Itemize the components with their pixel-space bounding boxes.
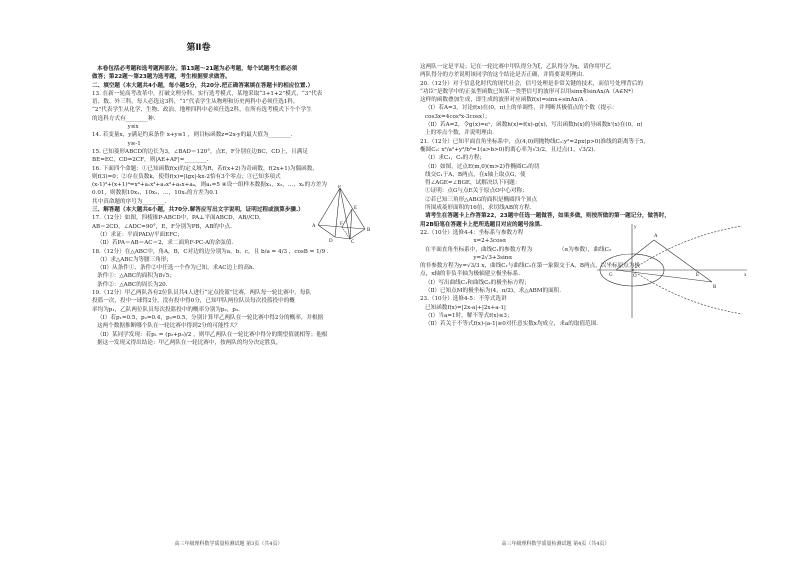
text-line: 条件①：△ABC的面积为8√5； bbox=[97, 273, 175, 280]
text-line: (x-1)³+(x+1)⁴=x⁴+a₁x³+a₂x²+a₃x+a₄，则a₁=5 ④设一组样本数据x₁，x₂，…，xₙ的方差为 bbox=[92, 182, 327, 189]
text-line: 线交C₁于A，B两点，在x轴上取点G，使 bbox=[425, 171, 526, 178]
text-line: y=2√3+3sinα bbox=[420, 254, 513, 261]
text-line: （Ⅱ）从条件①、条件②中任选一个作为已知，求AC边上的高h. bbox=[97, 265, 255, 272]
text-line: 率均为p₁，乙队两位队员每次投篮投中的概率分别为p₂，p₃. bbox=[92, 306, 240, 313]
text-line: x=2+3cosα bbox=[420, 238, 507, 245]
text-line: （Ⅰ）若A=3，讨论f(x)在(0，π)上的单调性，并判断其极值点的个数（提示： bbox=[425, 105, 618, 112]
text-line: 21.（12分）已知平面直角坐标系中，点(4,0)到抛物线C₁:y²=2px(p>0)准线的距离等于5， bbox=[420, 138, 649, 145]
text-line: 的非参数方程为y=√3/3 x，曲线C₁与曲线C₂在第一象限交于A，B两点，以坐标原点为极 bbox=[420, 263, 640, 270]
text-line: 则f(3)=0；②存在负数k，使得f(x)=|lgx|-kx-2恰有3个零点；③已知多项式 bbox=[92, 173, 281, 180]
text-line: 16. 下面四个命题：①已知函数f(x)的定义域为R，若f(x+2)为奇函数，f(2x+1)为偶函数， bbox=[92, 165, 318, 172]
label-E: E bbox=[696, 273, 700, 278]
text-line: （Ⅱ）如图，过点E(m,0)(m>2)作椭圆C₂的切 bbox=[425, 163, 540, 170]
text-line: 22.（10分）选修4-4：坐标系与参数方程 bbox=[420, 229, 524, 236]
label-y: y bbox=[634, 225, 637, 230]
ellipse-parabola-figure bbox=[592, 222, 752, 322]
text-line: ②若已知三角形△ABG的面积是椭圆四个顶点 bbox=[425, 196, 538, 203]
text-line: （Ⅰ）求C₁，C₂的方程； bbox=[425, 155, 486, 162]
text-line: cos3x=4cos³x-3cosx）； bbox=[425, 113, 491, 120]
text-line: 17.（12分）如图，四棱锥P-ABCD中，PA⊥平面ABCD，AB//CD， bbox=[92, 215, 265, 222]
text-line: ①证明：点G与点E关于原点O中心对称； bbox=[425, 188, 528, 195]
text-line: 23.（10分）选修4-5：不等式选讲 bbox=[420, 296, 507, 303]
text-line: 用2B铅笔在答题卡上把所选题目对应的题号涂黑. bbox=[420, 221, 543, 228]
text-line: 二、填空题（本大题共4小题，每小题5分，共20分.把正确答案填在答题卡的相应位置.） bbox=[92, 82, 314, 89]
text-line: 18.（12分）在△ABC中，角A，B，C对边的边分别为a，b，c，且 b/a = 4/3 ，cosB = 1/9 . bbox=[92, 248, 329, 255]
text-line: 13. 在新一轮高考改革中，打破文理分科，实行选考模式，某地采取“3+1+2”模式，“3”代表 bbox=[92, 90, 323, 97]
text-line: 在平面直角坐标系中，曲线C₁的参数方程为 （α为参数），曲线C₂ bbox=[425, 246, 612, 253]
label-x: x bbox=[744, 273, 747, 278]
label-a: A bbox=[312, 224, 316, 229]
text-line: BE=EC，CD=2CF，则|AE+AF|=________. bbox=[92, 157, 209, 164]
text-line: （Ⅱ）某同学发现：若p₁ = (p₂+p₃)/2 ，则甲乙两队在一轮比赛中得分的期望值就相等；他根 bbox=[97, 331, 328, 338]
text-line: 14. 若变量x，y满足约束条件 x+y≤1 ，则目标函数z=2x-y的最大值为________. bbox=[92, 132, 293, 139]
text-line: 这两队一定是平局；记在一轮比赛中甲队得分为ξ，乙队得分为η，请你用甲乙 bbox=[420, 64, 612, 70]
text-line: 投篮一次，投中一球得2分，没有投中得0分，已知甲队两位队员每次投篮投中的概 bbox=[92, 298, 295, 305]
label-B: B bbox=[713, 285, 717, 290]
label-b: B bbox=[367, 228, 371, 233]
pyramid-figure bbox=[310, 185, 382, 243]
text-line: AB＝2CD，∠ADC=90°，E，F分别为PB，AB的中点. bbox=[92, 223, 232, 230]
label-f: F bbox=[340, 222, 343, 227]
text-line: 已知函数f(x)=|2x-a|+|2x+a-1| bbox=[425, 304, 506, 311]
text-line: 的选科方式有________种. bbox=[92, 115, 156, 122]
text-line: 上的零点个数，并说明理由. bbox=[425, 130, 494, 137]
text-line: 这两个数据推断哪个队在一轮比赛中得到2分的可能性大？ bbox=[97, 323, 241, 330]
label-G: G bbox=[609, 273, 613, 278]
label-c: C bbox=[351, 240, 355, 243]
text-line: （Ⅰ）写出曲线C₁和曲线C₂的极坐标方程； bbox=[425, 279, 530, 286]
text-line: （Ⅱ）若关于不等式f(x)-|a-1|≥0对任意实数x均成立，求a的取值范围. bbox=[425, 321, 599, 328]
text-line: 15. 已知菱形ABCD的边长为3，∠BAD＝120°，点E，F分别在边BC，CD上，且满足 bbox=[92, 148, 308, 155]
text-line: “2”代表学生从化学、生物、政治、地理四科中必须任选2科，在所有选考模式下个个学生 bbox=[92, 107, 312, 114]
text-line: （Ⅱ）若A=2，令g(x)=eˣ，函数h(x)=f(x)-g(x)，写出函数h(x)的导函数h'(x)在(0，π) bbox=[425, 122, 643, 129]
text-line: 据这一发现又得出结论：甲乙两队在一轮比赛中，按两队的均分决定胜负， bbox=[97, 339, 282, 346]
text-line: 其中真命题的序号为________. bbox=[92, 198, 167, 205]
text-line: （Ⅰ）求△ABC为等腰三角形； bbox=[97, 256, 172, 263]
text-line: 椭圆C₂: x²/a²+y²/b²=1(a>b>0)的离心率为√3/2，且过点(1，√3/2). bbox=[420, 146, 596, 153]
text-line: （Ⅱ）已知点M的极坐标为(4，π/2)，求△ABM的面积. bbox=[425, 288, 562, 295]
page-footer: 高三年级理科数学质量检测试题 第3页（共4页） bbox=[174, 541, 283, 547]
text-line: （Ⅰ）求证：平面PAD//平面EFC； bbox=[97, 231, 183, 238]
text-line: 这样的函数叠加生成，即生成的波形对应函数f(x)=sinx+sinAx/A . bbox=[420, 97, 588, 104]
page-footer: 高三年级理科数学质量检测试题 第4页（共4页） bbox=[501, 541, 610, 547]
text-line: 19.（12分）甲乙两队各有2位队员共4人进行“定点投篮”比赛，两队每一轮比赛中，每队 bbox=[92, 290, 312, 297]
text-line: 0.01，则数据10x₁，10x₂，…，10xₙ的方差为0.1 bbox=[92, 190, 219, 197]
text-line: 请考生在答题卡上作答第22，23题中任选一题做答，如果多做，则按所做的第一题记分，做答时， bbox=[425, 213, 670, 220]
text-line: y≥-1 bbox=[92, 140, 141, 147]
label-p: P bbox=[338, 185, 341, 190]
page-4 bbox=[397, 0, 794, 561]
text-line: 条件②：△ABC的周长为20. bbox=[97, 281, 168, 288]
text-line: y≤x bbox=[92, 124, 139, 131]
text-line: “功臣”是数学中的正弦型函数已知某一类型信号的波形可以用sinx和sinAx/A（A∈N*） bbox=[420, 88, 637, 95]
text-line: 点，x轴的非负半轴为极轴建立极坐标系. bbox=[420, 271, 521, 278]
text-line: （Ⅰ）当a=1时，解不等式f(x)≤3； bbox=[425, 312, 513, 319]
text-line: （Ⅱ）若PA＝AB＝AC＝2，求二面角F-PC-A的余弦值. bbox=[97, 240, 234, 247]
text-line: 所围成菱形面积的16倍，求切线AB的方程. bbox=[425, 205, 532, 212]
text-line: 20.（12分）对于信息化时代的现代社会，信号处理是非常关键的技术，而信号处理背后的 bbox=[420, 80, 643, 87]
section-title: 第Ⅱ卷 bbox=[186, 43, 211, 53]
label-d: D bbox=[329, 239, 333, 243]
text-line: 三、解答题（本大题共6小题，共70分.解答应写出文字说明，证明过程或演算步骤.） bbox=[92, 207, 304, 214]
text-line: 本卷包括必考题和选考题两部分。第13题～21题为必考题，每个试题考生都必须 bbox=[97, 66, 298, 72]
text-line: （Ⅰ）若p₁=0.5，p₂=0.4，p₃=0.5，分别计算甲乙两队在一轮比赛中得2分的概率，并根据 bbox=[97, 314, 324, 321]
text-line: 语、数、外三科，每人必选这3科，“1”代表学生从物理和历史两科中必须任选1科， bbox=[92, 99, 299, 106]
label-A: A bbox=[654, 234, 658, 239]
text-line: 两队得分的方差说明该同学的这个结论是否正确，并简要说明理由. bbox=[420, 72, 584, 79]
text-line: 做答；第22题～第23题为选考题，考生根据要求做答。 bbox=[92, 74, 231, 81]
text-line: 得∠AGE=∠BGE，试解决以下问题： bbox=[425, 180, 521, 187]
label-O: O bbox=[633, 274, 637, 279]
label-e: E bbox=[354, 206, 358, 211]
